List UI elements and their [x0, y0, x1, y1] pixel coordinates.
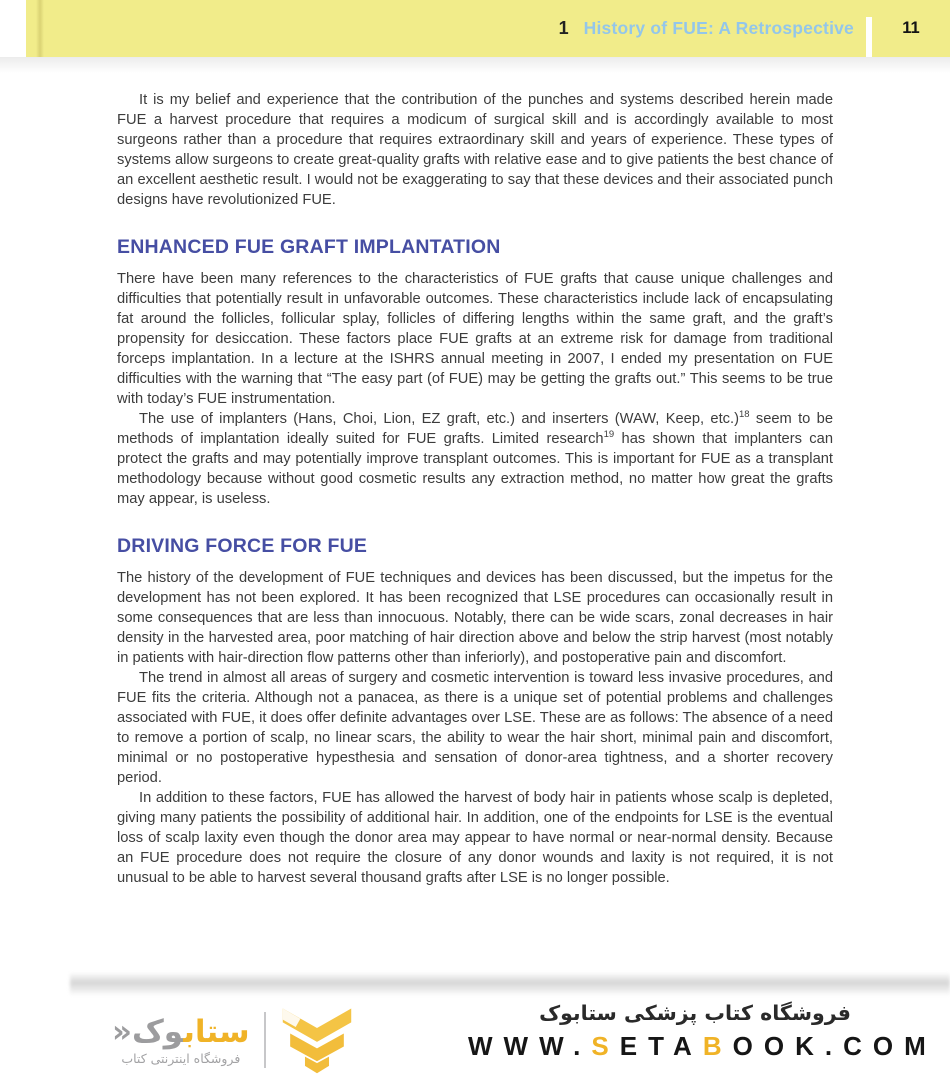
logo-wordmark	[112, 1015, 250, 1049]
body-paragraph	[117, 668, 833, 788]
site-url-segment: B	[702, 1031, 733, 1061]
header-shadow	[0, 57, 950, 73]
paragraph-text: It is my belief and experience that the contribution of the punches and systems described herein made FUE a harvest procedure that requires a modicum of surgical skill and is accordingly available to most surgeons rather than a procedure that requires extraordinary skill and years of experience. These types of systems allow surgeons to create great-quality grafts with relative ease and to give patients the best chance of an excellent aesthetic result. I would not be exaggerating to say that these devices and their associated punch designs have revolutionized FUE.	[117, 92, 833, 208]
logo-caption: فروشگاه اینترنتی کتاب	[121, 1050, 241, 1066]
logo-divider	[264, 1012, 266, 1068]
paragraph-text: There have been many references to the characteristics of FUE grafts that cause unique challenges and difficulties that potentially result in unfavorable outcomes. These characteristics include lack of encapsulating fat around the follicles, follicular splay, follicles of differing lengths within the same graft, and the graft’s propensity for desiccation. These factors place FUE grafts at an extreme risk for damage from traditional forceps implantation. In a lecture at the ISHRS annual meeting in 2007, I ended my presentation on FUE difficulties with the warning that “The easy part (of FUE) may be getting the grafts out.” This seems to be true with today’s FUE instrumentation.	[117, 271, 833, 407]
logo-wordmark-column	[112, 1015, 250, 1066]
body-paragraph	[117, 788, 833, 888]
store-name-line: فروشگاه کتاب پزشکی ستابوک	[539, 1001, 851, 1025]
page-bottom-shadow	[70, 972, 950, 996]
page-content	[117, 90, 833, 888]
running-head	[559, 0, 854, 57]
watermark-footer	[0, 998, 950, 1079]
body-paragraph	[117, 269, 833, 409]
site-url-segment: WWW.	[468, 1031, 592, 1061]
chevron-emblem-icon	[280, 1004, 354, 1076]
footnote-reference: 19	[603, 429, 615, 441]
setabook-logo	[112, 1002, 354, 1078]
page-number: 11	[902, 19, 920, 37]
paragraph-text: has shown that implanters can protect the grafts and may potentially improve transplant outcomes. This is important for FUE as a transplant methodology because without good cosmetic results any extraction method, no matter how great the grafts may appear, is useless.	[117, 431, 833, 507]
paragraph-text: The use of implanters (Hans, Choi, Lion, EZ graft, etc.) and inserters (WAW, Keep, etc.)	[139, 411, 739, 427]
logo-wordmark-gray: وک	[132, 1013, 184, 1050]
section-heading: DRIVING FORCE FOR FUE	[117, 535, 368, 557]
body-paragraph	[117, 409, 833, 509]
footer-text-block	[468, 998, 937, 1064]
chapter-title: History of FUE: A Retrospective	[583, 18, 854, 38]
logo-wordmark-yellow: ستاب	[183, 1013, 250, 1050]
paragraph-text: The history of the development of FUE techniques and devices has been discussed, but the impetus for the development has not been explored. It has been recognized that LSE procedures can occasionally result in some consequences that are less than innocuous. Notably, there can be wide scars, zonal decreases in hair density in the harvested area, poor matching of hair direction above and below the strip harvest (most notably in patients with hair-direction flow patterns other than inferiorly), and postoperative pain and discomfort.	[117, 570, 833, 666]
body-paragraph	[117, 90, 833, 210]
body-paragraph	[117, 568, 833, 668]
site-url-segment: ETA	[619, 1031, 703, 1061]
paragraph-text: seem to be methods of implantation ideally suited for FUE grafts. Limited research	[117, 411, 833, 447]
footnote-reference: 18	[738, 409, 750, 421]
paragraph-text: In addition to these factors, FUE has allowed the harvest of body hair in patients whose scalp is depleted, giving many patients the possibility of additional hair. In addition, one of the endpoints for LSE is the eventual loss of scalp laxity even though the donor area may appear to have normal or near-normal density. Because an FUE procedure does not require the closure of any donor wounds and laxity is not required, it is not unusual to be able to harvest several thousand grafts after LSE is no longer possible.	[117, 790, 833, 886]
site-url-segment: OOK.COM	[732, 1031, 937, 1061]
section-heading: ENHANCED FUE GRAFT IMPLANTATION	[117, 236, 501, 258]
paragraph-text: The trend in almost all areas of surgery and cosmetic intervention is toward less invasive procedures, and FUE fits the criteria. Although not a panacea, as there is a unique set of potential problems and challenges associated with FUE, it does offer definite advantages over LSE. These are as follows: The absence of a need to remove a portion of scalp, no linear scars, the ability to wear the hair short, minimal pain and discomfort, minimal or no postoperative hypesthesia and sensation of donor-area tightness, and a shorter recovery period.	[117, 670, 833, 786]
page-header	[26, 0, 950, 57]
site-url-segment: S	[591, 1031, 620, 1061]
site-url	[468, 1028, 937, 1064]
chapter-number: 1	[558, 18, 569, 38]
logo-chevron-mark: «	[112, 1013, 133, 1050]
